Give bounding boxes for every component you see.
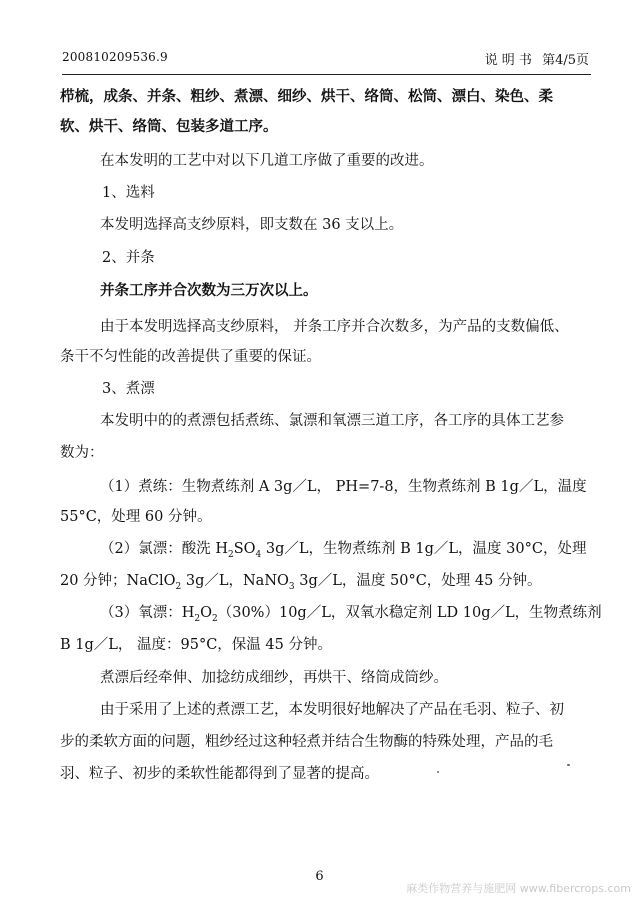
text-line-5: 本发明选择高支纱原料，即支数在 36 支以上。 bbox=[100, 217, 404, 233]
text-line-19: 煮漂后经牵伸、加捻纺成细纱，再烘干、络筒成筒纱。 bbox=[100, 670, 448, 686]
document-number: 200810209536.9 bbox=[62, 50, 168, 64]
scan-speck bbox=[567, 764, 570, 766]
text-line-12: 数为： bbox=[60, 445, 104, 461]
text-line-1: 栉梳，成条、并条、粗纱、煮漂、细纱、烘干、络筒、松筒、漂白、染色、柔 bbox=[60, 88, 553, 105]
text-line-9: 条干不匀性能的改善提供了重要的保证。 bbox=[60, 349, 321, 365]
text-line-15: （2）氯漂：酸洗 $H_2SO_4$ 3g／L，生物煮练剂 B 1g／L，温度 30°C，处理 bbox=[100, 541, 587, 560]
text-line-2: 软、烘干、络筒、包装多道工序。 bbox=[60, 118, 278, 135]
header-rule bbox=[62, 74, 591, 75]
text-line-20: 由于采用了上述的煮漂工艺，本发明很好地解决了产品在毛羽、粒子、初 bbox=[100, 702, 564, 718]
section-heading-2: 2、并条 bbox=[102, 250, 155, 266]
page-label: 第4/5页 bbox=[542, 53, 589, 68]
text-line-22: 羽、粒子、初步的柔软性能都得到了显著的提高。 bbox=[60, 766, 379, 782]
header-right bbox=[479, 49, 589, 68]
document-title: 说 明 书 bbox=[484, 53, 532, 68]
text-line-7: 并条工序并合次数为三万次以上。 bbox=[100, 282, 318, 299]
text-line-14: 55°C，处理 60 分钟。 bbox=[60, 509, 212, 525]
text-line-16: 20 分钟；NaClO$_2$ 3g／L，NaNO$_3$ 3g／L，温度 50°C，处理 45 分钟。 bbox=[60, 573, 542, 592]
watermark: 麻类作物营养与施肥网 www.fibercrops.com bbox=[406, 882, 631, 895]
text-line-21: 步的柔软方面的问题，粗纱经过这种轻煮并结合生物酶的特殊处理，产品的毛 bbox=[60, 734, 553, 750]
text-line-17: （3）氧漂：$H_2O_2(30\%)10g/L$，双氧水稳定剂 LD 10g／L，生物煮练剂 bbox=[100, 605, 602, 624]
page-number: 6 bbox=[315, 869, 324, 884]
text-line-8: 由于本发明选择高支纱原料， 并条工序并合次数多，为产品的支数偏低、 bbox=[100, 319, 569, 335]
text-line-3: 在本发明的工艺中对以下几道工序做了重要的改进。 bbox=[100, 153, 434, 169]
text-line-11: 本发明中的的煮漂包括煮练、氯漂和氧漂三道工序，各工序的具体工艺参 bbox=[100, 413, 564, 429]
section-heading-1: 1、选料 bbox=[102, 185, 155, 201]
scan-speck bbox=[437, 771, 439, 773]
text-line-13: （1）煮练：生物煮练剂 A 3g／L， PH=7-8，生物煮练剂 B 1g／L，温度 bbox=[100, 479, 587, 495]
text-line-18: B 1g／L， 温度：95°C，保温 45 分钟。 bbox=[60, 637, 332, 653]
section-heading-3: 3、煮漂 bbox=[102, 381, 155, 397]
